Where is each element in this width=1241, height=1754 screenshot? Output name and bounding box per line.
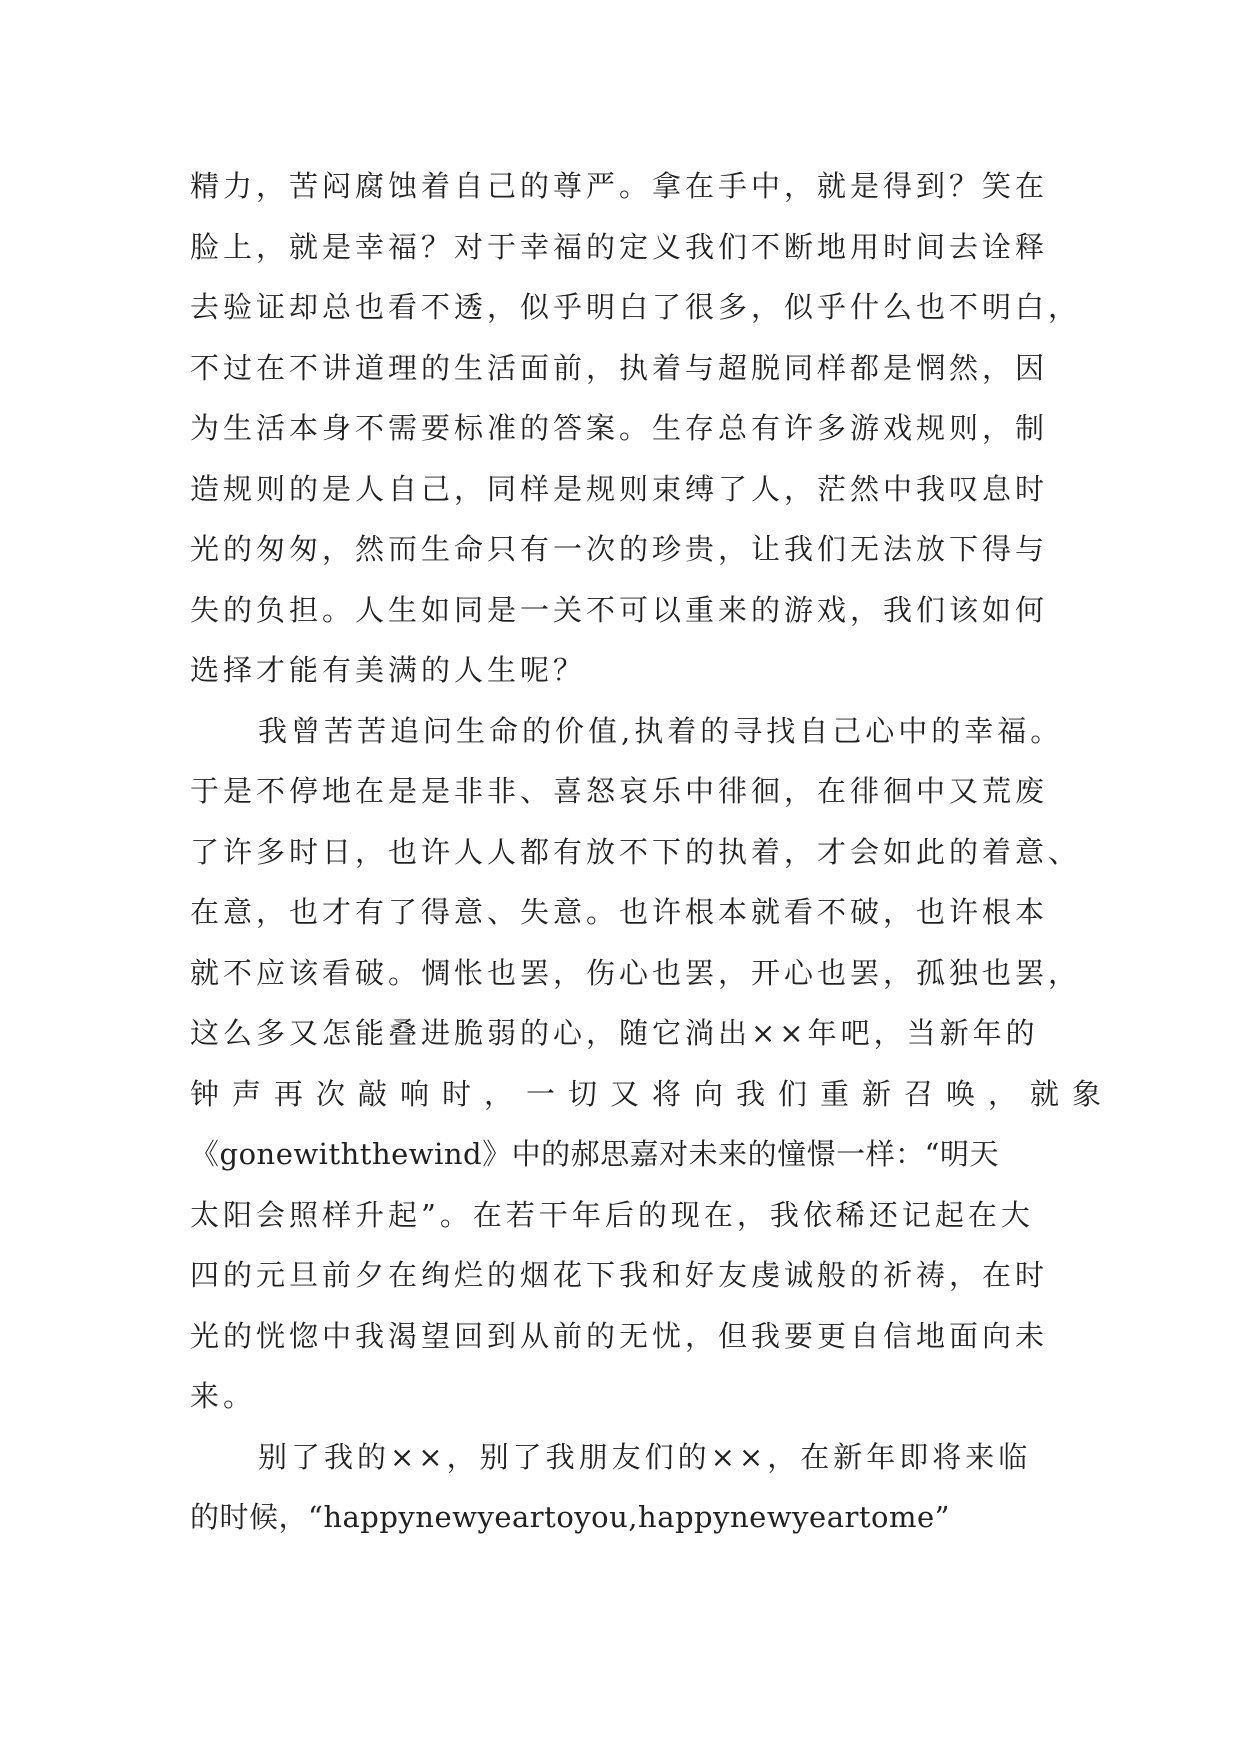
text-line: 光的匆匆，然而生命只有一次的珍贵，让我们无法放下得与 <box>190 532 1049 566</box>
text-line: 这么多又怎能叠进脆弱的心，随它淌出××年吧，当新年的 <box>190 1016 1039 1050</box>
text-line: 脸上，就是幸福？对于幸福的定义我们不断地用时间去诠释 <box>190 229 1049 264</box>
text-line: 的时候，“happynewyeartoyou,happynewyeartome” <box>190 1500 950 1534</box>
text-line: 在意，也才有了得意、失意。也许根本就看不破，也许根本 <box>190 895 1049 929</box>
text-line: 去验证却总也看不透，似乎明白了很多，似乎什么也不明白， <box>190 290 1082 324</box>
text-line: 四的元旦前夕在绚烂的烟花下我和好友虔诚般的祈祷，在时 <box>190 1258 1049 1292</box>
text-line: 就不应该看破。惆怅也罢，伤心也罢，开心也罢，孤独也罢， <box>190 955 1082 990</box>
text-line: 太阳会照样升起”。在若干年后的现在，我依稀还记起在大 <box>190 1197 1034 1232</box>
text-line: 了许多时日，也许人人都有放不下的执着，才会如此的着意、 <box>190 834 1082 869</box>
text-line: 不过在不讲道理的生活面前，执着与超脱同样都是惘然，因 <box>190 350 1049 385</box>
text-line: 钟声再次敲响时，一切又将向我们重新召唤，就象 <box>190 1076 1115 1111</box>
text-line: 造规则的是人自己，同样是规则束缚了人，茫然中我叹息时 <box>190 471 1049 506</box>
paragraph-first-line: 别了我的××，别了我朋友们的××，在新年即将来临 <box>258 1439 1032 1474</box>
body-text <box>190 156 1115 1548</box>
text-line: 选择才能有美满的人生呢？ <box>190 653 587 687</box>
text-line: 失的负担。人生如同是一关不可以重来的游戏，我们该如何 <box>190 592 1049 627</box>
text-line: 来。 <box>190 1379 257 1413</box>
text-line: 为生活本身不需要标准的答案。生存总有许多游戏规则，制 <box>190 411 1049 445</box>
text-line: 精力，苦闷腐蚀着自己的尊严。拿在手中，就是得到？笑在 <box>190 169 1049 203</box>
text-line: 光的恍惚中我渴望回到从前的无忧，但我要更自信地面向未 <box>190 1318 1049 1353</box>
text-line: 《gonewiththewind》中的郝思嘉对未来的憧憬一样：“明天 <box>190 1137 999 1171</box>
paragraph-first-line: 我曾苦苦追问生命的价值,执着的寻找自己心中的幸福。 <box>258 713 1064 748</box>
text-line: 于是不停地在是是非非、喜怒哀乐中徘徊，在徘徊中又荒废 <box>190 774 1049 808</box>
